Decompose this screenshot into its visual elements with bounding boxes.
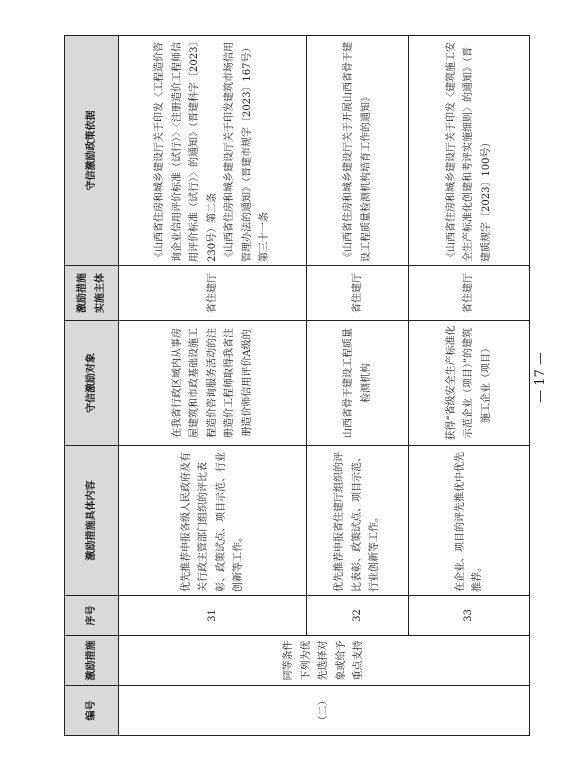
basis-cell: 《山西省住房和城乡建设厅关于开展山西省骨干建设工程质量检测机构培育工作的通知》	[307, 36, 409, 266]
seq-cell: 32	[307, 596, 409, 636]
table-header-row	[65, 36, 119, 736]
agent-cell: 省住建厅	[409, 266, 530, 321]
incentive-table	[64, 35, 530, 736]
header-id: 编号	[65, 686, 119, 736]
agent-cell: 省住建厅	[119, 266, 307, 321]
header-target: 守信激励对象	[65, 321, 119, 446]
content-cell: 优先推荐申报省住建厅组织的评比表彰、政策试点、项目示范、行业创新等工作。	[307, 446, 409, 596]
header-measure: 激励措施	[65, 636, 119, 686]
seq-cell: 31	[119, 596, 307, 636]
measure-cell: 同等条件下列为优先选择对象或给予重点支持	[119, 636, 530, 686]
target-cell: 山西省骨干建设工程质量检测机构	[307, 321, 409, 446]
section-id-cell: （二）	[119, 686, 530, 736]
basis-cell: 《山西省住房和城乡建设厅关于印发〈建筑施工安全生产标准化创建和考评实施细则〉的通知》（晋建质规字〔2023〕100号）	[409, 36, 530, 266]
header-content: 激励措施具体内容	[65, 446, 119, 596]
table-row	[307, 36, 409, 736]
page-number: — 17 —	[532, 352, 548, 403]
header-agent: 激励措施实施主体	[65, 266, 119, 321]
header-seq: 序号	[65, 596, 119, 636]
agent-cell: 省住建厅	[307, 266, 409, 321]
content-cell: 优先推荐申报各级人民政府及有关行政主管部门组织的评比表彰、政策试点、项目示范、行业创新等工作。	[119, 446, 307, 596]
rotated-page	[64, 36, 529, 736]
table-row	[119, 36, 307, 736]
header-basis: 守信激励政策依据	[65, 36, 119, 266]
content-cell: 在企业、项目的评先推优中优先推荐。	[409, 446, 530, 596]
target-cell: 在我省行政区域内从事房屋建筑和市政基础设施工程造价咨询服务活动的注册造价工程师取得我省注册造价师信用评价A级的	[119, 321, 307, 446]
table-row	[409, 36, 530, 736]
target-cell: 获得“省级安全生产标准化示范企业（项目）”的建筑施工企业（项目）	[409, 321, 530, 446]
seq-cell: 33	[409, 596, 530, 636]
basis-cell: 《山西省住房和城乡建设厅关于印发〈工程造价咨询企业信用评价标准（试行）〉〈注册造价工程师信用评价标准（试行）〉的通知》（晋建科字〔2023〕230号）第二条 《山西省住房和城乡建设厅关于印发建筑市场信用管理办法的通知》（晋建市规字〔2023〕167号）第三十一条	[119, 36, 307, 266]
